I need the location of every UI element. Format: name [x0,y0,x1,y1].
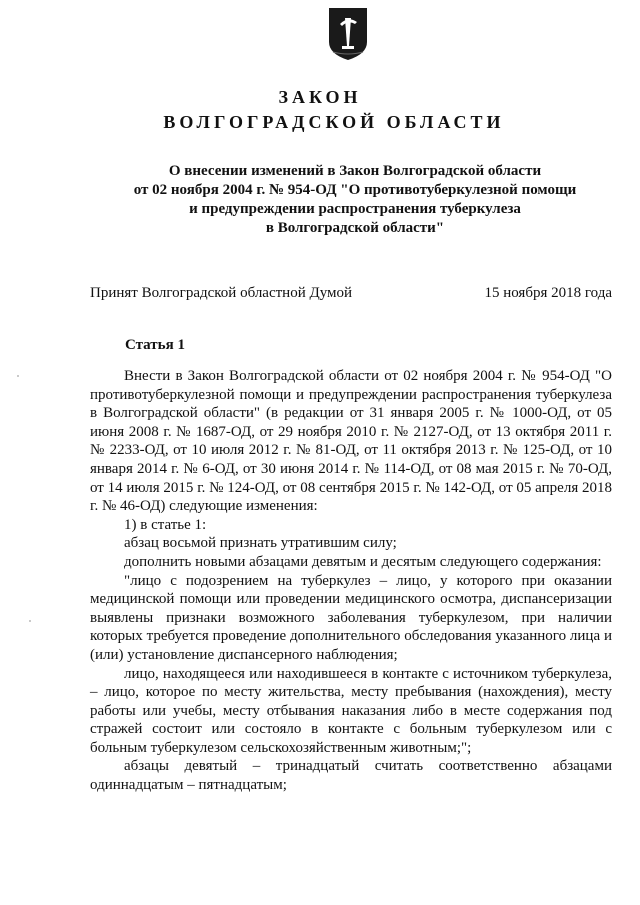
adoption-info [90,285,612,302]
subtitle-line: от 02 ноября 2004 г. № 954-ОД "О противотуберкулезной помощи [133,182,577,198]
adopted-by: Принят Волгоградской областной Думой [90,285,353,301]
subtitle-line: О внесении изменений в Закон Волгоградской области [168,163,542,179]
region-title: ВОЛГОГРАДСКОЙ ОБЛАСТИ [163,112,505,132]
article-paragraph: абзац восьмой признать утратившим силу; [124,535,397,552]
scan-speck [29,620,31,622]
law-title: ЗАКОН [278,87,362,107]
coat-of-arms-icon [327,6,369,62]
article-paragraph: лицо, находящееся или находившееся в контакте с источником туберкулеза, – лицо, которое по месту жительства, месту пребывания (нахождения), месту работы или учебы, месту отбывания наказания либо в месте содержания под стражей состоит или состояло в контакте с больным туберкулезом или с больным туберкулезом сельскохозяйственным животным;"; [90,665,612,756]
article-paragraph: "лицо с подозрением на туберкулез – лицо, у которого при оказании медицинской помощи или проведении медицинского осмотра, диспансеризации выявлены признаки возможного заболевания туберкулезом, при наличии которых требуется проведение дополнительного обследования указанного лица и (или) установление диспансерного наблюдения; [90,572,612,663]
law-subtitle [90,162,620,238]
adoption-date: 15 ноября 2018 года [484,285,612,301]
article-paragraph: дополнить новыми абзацами девятым и десятым следующего содержания: [124,553,602,570]
article-paragraph: Внести в Закон Волгоградской области от 02 ноября 2004 г. № 954-ОД "О противотуберкулезной помощи и предупреждении распространения туберкулеза в Волгоградской области" (в редакции от 31 января 2005 г. № 1000-ОД, от 05 июня 2008 г. № 1687-ОД, от 29 ноября 2010 г. № 2127-ОД, от 13 октября 2011 г. № 2233-ОД, от 10 июля 2012 г. № 81-ОД, от 11 октября 2013 г. № 125-ОД, от 10 января 2014 г. № 6-ОД, от 30 июня 2014 г. № 114-ОД, от 08 мая 2015 г. № 70-ОД, от 14 июля 2015 г. № 124-ОД, от 08 сентября 2015 г. № 142-ОД, от 05 апреля 2018 г. № 46-ОД) следующие изменения: [90,368,612,515]
article-paragraph: абзацы девятый – тринадцатый считать соответственно абзацами одиннадцатым – пятнадцатым; [90,758,612,794]
subtitle-line: и предупреждении распространения туберкулеза [189,201,521,217]
article-paragraph: 1) в статье 1: [124,516,207,533]
article-heading: Статья 1 [125,337,185,353]
article-body [90,367,612,795]
scan-speck [17,375,19,377]
subtitle-line: в Волгоградской области" [265,220,445,236]
